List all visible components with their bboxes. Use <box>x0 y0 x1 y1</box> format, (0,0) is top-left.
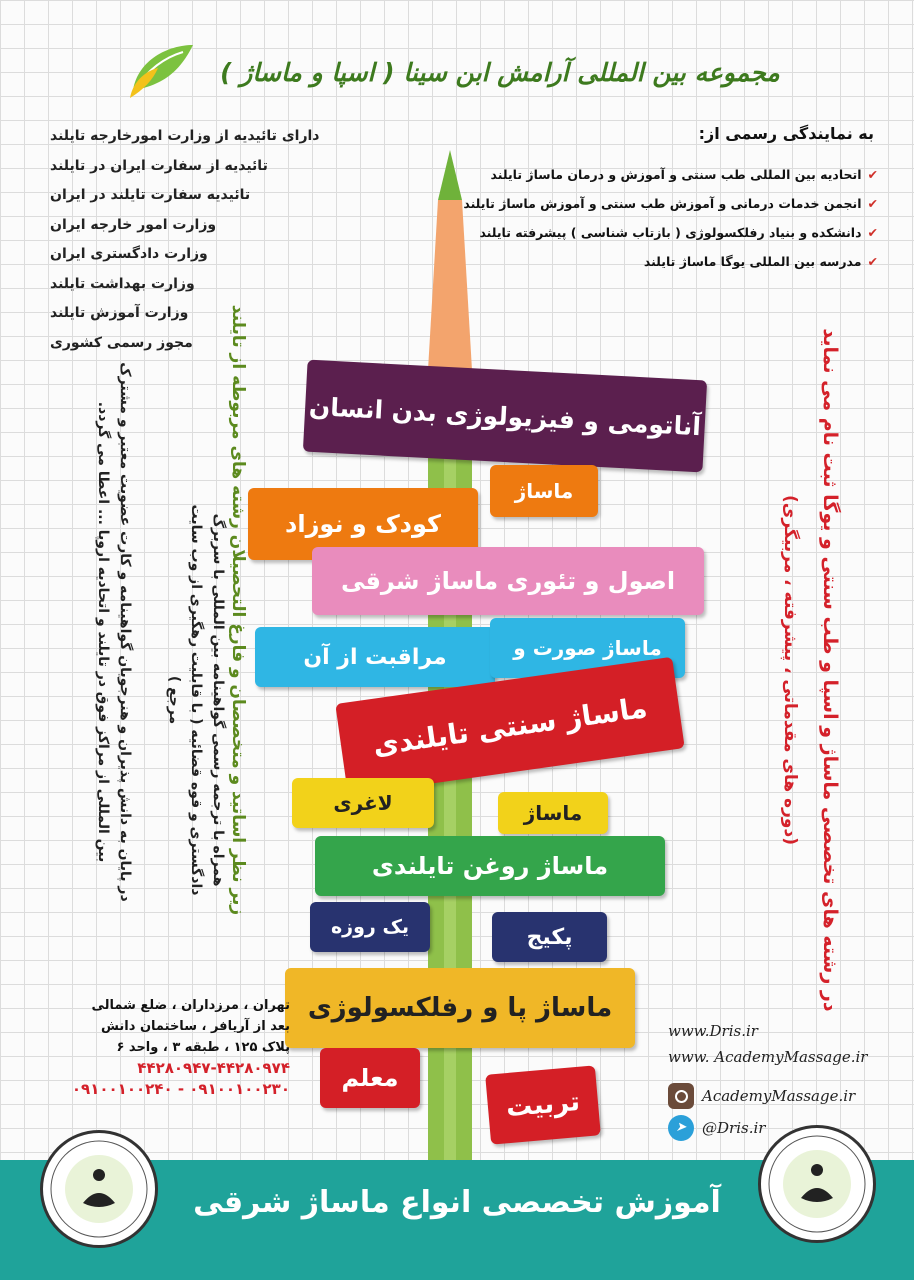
contact-block <box>668 1022 867 1144</box>
seal-logo-right <box>758 1125 876 1243</box>
address-line: پلاک ۱۲۵ ، طبقه ۳ ، واحد ۶ <box>116 1040 290 1055</box>
list-item: ✔دانشکده و بنیاد رفلکسولوژی ( بازتاب شناسی ) پیشرفته تایلند <box>479 225 878 240</box>
list-item: دارای تائیدیه از وزارت امورخارجه تایلند <box>50 128 320 144</box>
sign-oriental: اصول و تئوری ماساژ شرقی <box>312 547 704 615</box>
list-item: وزارت دادگستری ایران <box>50 246 208 262</box>
mobile-numbers: ۰۹۱۰۰۱۰۰۲۳۰ - ۰۹۱۰۰۱۰۰۲۴۰ <box>71 1080 290 1098</box>
instagram-row[interactable]: AcademyMassage.ir <box>668 1080 867 1112</box>
sign-slim-b: ماساژ <box>498 792 608 834</box>
phone-numbers: ۴۴۲۸۰۹۴۷-۴۴۲۸۰۹۷۴ <box>137 1059 290 1077</box>
sign-teacher-a: معلم <box>320 1048 420 1108</box>
website-link[interactable]: www. AcademyMassage.ir <box>668 1048 868 1066</box>
list-item: وزارت بهداشت تایلند <box>50 275 195 292</box>
check-icon: ✔ <box>867 225 878 240</box>
instagram-icon <box>668 1083 694 1109</box>
list-item: ✔انجمن خدمات درمانی و آموزش طب سنتی و آموزش ماساژ تایلند <box>463 196 878 211</box>
list-item: تائیدیه سفارت تایلند در ایران <box>50 187 251 203</box>
sign-pack-b: پکیج <box>492 912 607 962</box>
sign-face-a: ماساژ صورت و <box>490 618 685 678</box>
list-item: ✔اتحادیه بین المللی طب سنتی و آموزش و درمان ماساژ تایلند <box>490 167 878 182</box>
page-title: مجموعه بین المللی آرامش ابن سینا ( اسپا و ماساژ ) <box>220 58 780 87</box>
seal-logo-left <box>40 1130 158 1248</box>
sign-teacher-b: تربیت <box>485 1065 601 1144</box>
list-item: مجوز رسمی کشوری <box>50 334 193 351</box>
representation-list <box>458 160 878 276</box>
representation-title: به نمایندگی رسمی از: <box>698 124 874 143</box>
list-item: وزارت آموزش تایلند <box>50 305 189 321</box>
sign-pack-a: یک روزه <box>310 902 430 952</box>
sign-anatomy: آناتومی و فیزیولوژی بدن انسان <box>303 360 707 473</box>
check-icon: ✔ <box>867 254 878 269</box>
check-icon: ✔ <box>867 196 878 211</box>
certificate-text: در پایان به دانش پذیران و هنرجویان گواهینامه و کارت عضویت معتبر و مشترک بین المللی از مراکز فوق در تایلند و اتحادیه اروپا ... اعطا می گردد. <box>95 362 133 902</box>
sign-face-b: مراقبت از آن <box>255 627 495 687</box>
approvals-list <box>50 122 320 358</box>
address-line: تهران ، مرزداران ، ضلع شمالی <box>91 998 290 1013</box>
translation-text: همراه با ترجمه رسمی گواهینامه بین المللی با سربرگ دادگستری و قوه قضائیه ( با قابلیت رهگیری از وب سایت مرجع ) <box>166 504 226 896</box>
list-item: ✔مدرسه بین المللی یوگا ماساژ تایلند <box>643 254 878 269</box>
sign-thai-traditional: ماساژ سنتی تایلندی <box>335 657 684 795</box>
address-line: بعد از آریافر ، ساختمان دانش <box>101 1019 290 1034</box>
sign-thai-oil: ماساژ روغن تایلندی <box>315 836 665 896</box>
list-item: تائیدیه از سفارت ایران در تایلند <box>50 157 268 174</box>
telegram-row[interactable]: ➤ @Dris.ir <box>668 1112 867 1144</box>
meditation-icon <box>43 1133 155 1245</box>
courses-sub-text: (دوره های مقدماتی ، پیشرفته ، مربیگری) <box>780 495 800 845</box>
courses-main-text: در رشته های تخصصی ماساژ و اسپا و طب سنتی و یوگا ثبت نام می نماید <box>819 328 841 1012</box>
sign-massage-kid-a: ماساژ <box>490 465 598 517</box>
website-link[interactable]: www.Dris.ir <box>668 1022 758 1040</box>
list-item: وزارت امور خارجه ایران <box>50 216 217 233</box>
meditation-icon <box>761 1128 873 1240</box>
telegram-icon: ➤ <box>668 1115 694 1141</box>
supervision-text: زیر نظر اساتید و متخصصان و فارغ التحصیلان رشته های مربوطه از تایلند <box>228 304 248 916</box>
address-block <box>60 995 290 1100</box>
sign-reflex: ماساژ پا و رفلکسولوژی <box>285 968 635 1048</box>
leaf-logo-icon <box>128 40 198 104</box>
check-icon: ✔ <box>867 167 878 182</box>
sign-slim-a: لاغری <box>292 778 434 828</box>
sign-massage-kid-b: کودک و نوزاد <box>248 488 478 560</box>
footer-banner: آموزش تخصصی انواع ماساژ شرقی <box>193 1185 721 1220</box>
